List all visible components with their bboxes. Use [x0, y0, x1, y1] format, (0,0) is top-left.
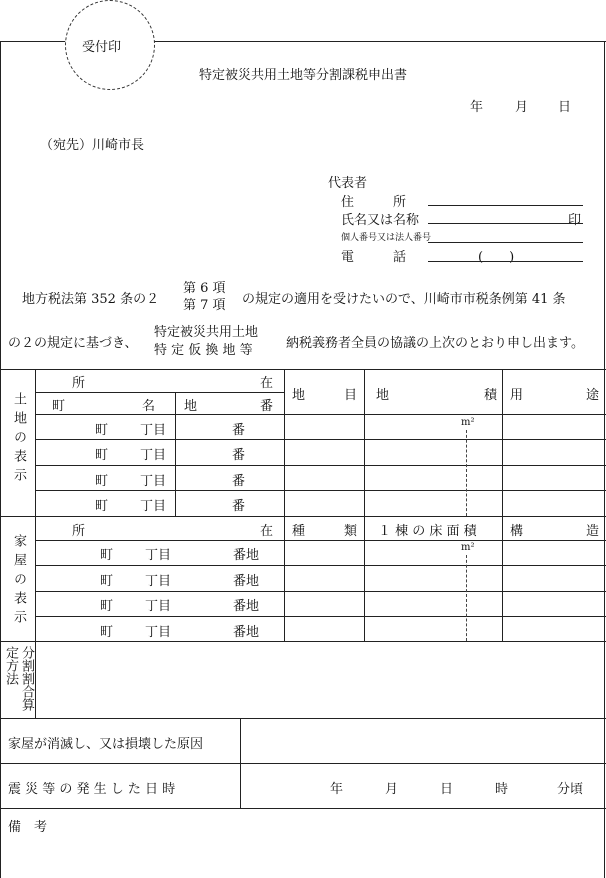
- seal-mark: 印: [568, 213, 582, 228]
- table-line: [35, 591, 606, 592]
- table-line: [35, 616, 606, 617]
- address-label: 住 所: [341, 195, 407, 210]
- house-section-label: 家屋の表示: [11, 534, 26, 629]
- banchi-suffix: 番地: [233, 548, 260, 563]
- chome-suffix: 丁目: [140, 448, 167, 463]
- table-line: [35, 490, 606, 491]
- table-line: [0, 516, 606, 517]
- header-location: 在: [260, 376, 274, 391]
- ban-suffix: 番: [232, 423, 246, 438]
- option-temporary-land[interactable]: 特 定 仮 換 地 等: [154, 343, 253, 358]
- header-lot: 番: [260, 399, 274, 414]
- header-area: 積: [484, 388, 498, 403]
- town-suffix: 町: [95, 423, 109, 438]
- disaster-day[interactable]: 日: [440, 782, 454, 797]
- ban-suffix: 番: [232, 499, 246, 514]
- ban-suffix: 番: [232, 448, 246, 463]
- option-paragraph-6[interactable]: 第 6 項: [183, 281, 226, 296]
- phone-field[interactable]: [428, 261, 583, 262]
- header-kind: 種: [292, 524, 306, 539]
- option-paragraph-7[interactable]: 第 7 項: [183, 298, 226, 313]
- header-structure: 造: [586, 524, 600, 539]
- header-location: 所: [72, 524, 86, 539]
- chome-suffix: 丁目: [145, 574, 172, 589]
- land-section-label: 土地の表示: [11, 392, 26, 487]
- frame-right: [604, 41, 605, 878]
- header-town: 町: [52, 399, 66, 414]
- header-location: 所: [72, 376, 86, 391]
- option-disaster-land[interactable]: 特定被災共用土地: [154, 325, 259, 340]
- header-floor-area: １ 棟 の 床 面 積: [378, 524, 477, 539]
- table-line: [502, 369, 503, 641]
- header-category: 地: [292, 388, 306, 403]
- area-unit: m²: [461, 417, 475, 428]
- town-suffix: 町: [100, 574, 114, 589]
- address-field[interactable]: [428, 205, 583, 206]
- statement-text: 納税義務者全員の協議の上次のとおり申し出ます。: [286, 336, 584, 351]
- banchi-suffix: 番地: [233, 625, 260, 640]
- date-year[interactable]: 年: [470, 100, 484, 115]
- header-town: 名: [142, 399, 156, 414]
- table-line: [35, 439, 606, 440]
- table-line: [35, 565, 606, 566]
- statement-text: 地方税法第 352 条の２: [22, 292, 160, 307]
- remarks-field[interactable]: [1, 835, 603, 877]
- disaster-minute[interactable]: 分頃: [557, 782, 584, 797]
- header-use: 用: [510, 388, 524, 403]
- header-category: 目: [344, 388, 358, 403]
- header-location: 在: [260, 524, 274, 539]
- table-line: [35, 540, 606, 541]
- table-line: [0, 808, 606, 809]
- ban-suffix: 番: [232, 474, 246, 489]
- town-suffix: 町: [95, 448, 109, 463]
- frame-left: [0, 41, 1, 878]
- table-line: [35, 465, 606, 466]
- decimal-guide: [466, 430, 467, 516]
- addressee: （宛先）川崎市長: [40, 138, 145, 153]
- header-use: 途: [586, 388, 600, 403]
- remarks-label: 備 考: [8, 820, 48, 835]
- header-kind: 類: [344, 524, 358, 539]
- chome-suffix: 丁目: [145, 599, 172, 614]
- phone-paren: ( ): [478, 250, 515, 265]
- cause-label: 家屋が消滅し、又は損壊した原因: [8, 737, 204, 752]
- phone-label: 電 話: [341, 250, 407, 265]
- area-unit: m²: [461, 542, 475, 553]
- form-title: 特定被災共用土地等分割課税申出書: [198, 68, 407, 83]
- town-suffix: 町: [100, 548, 114, 563]
- statement-text: の規定の適用を受けたいので、川崎市市税条例第 41 条: [242, 292, 566, 307]
- decimal-guide: [466, 555, 467, 641]
- table-line: [0, 369, 606, 370]
- disaster-month[interactable]: 月: [385, 782, 399, 797]
- disaster-year[interactable]: 年: [330, 782, 344, 797]
- representative-label: 代表者: [328, 176, 368, 191]
- chome-suffix: 丁目: [140, 423, 167, 438]
- disaster-date-label: 震 災 等 の 発 生 し た 日 時: [8, 782, 176, 797]
- chome-suffix: 丁目: [140, 474, 167, 489]
- town-suffix: 町: [95, 474, 109, 489]
- statement-text: の２の規定に基づき、: [8, 336, 138, 351]
- id-number-field[interactable]: [428, 242, 583, 243]
- table-line: [0, 763, 606, 764]
- banchi-suffix: 番地: [233, 599, 260, 614]
- cause-field[interactable]: [241, 719, 604, 762]
- date-day[interactable]: 日: [558, 100, 572, 115]
- reception-stamp-label: 受付印: [82, 40, 122, 55]
- table-line: [175, 392, 176, 516]
- name-label: 氏名又は名称: [341, 213, 420, 228]
- header-area: 地: [376, 388, 390, 403]
- header-lot: 地: [184, 399, 198, 414]
- chome-suffix: 丁目: [145, 625, 172, 640]
- town-suffix: 町: [100, 599, 114, 614]
- table-line: [284, 369, 285, 641]
- banchi-suffix: 番地: [233, 574, 260, 589]
- town-suffix: 町: [95, 499, 109, 514]
- name-field[interactable]: [428, 223, 583, 224]
- table-line: [35, 392, 284, 393]
- town-suffix: 町: [100, 625, 114, 640]
- chome-suffix: 丁目: [145, 548, 172, 563]
- table-line: [364, 369, 365, 641]
- disaster-hour[interactable]: 時: [495, 782, 509, 797]
- header-structure: 構: [510, 524, 524, 539]
- date-month[interactable]: 月: [515, 100, 529, 115]
- chome-suffix: 丁目: [140, 499, 167, 514]
- division-method-field[interactable]: [36, 642, 604, 717]
- table-line: [35, 414, 606, 415]
- id-number-label: 個人番号又は法人番号: [341, 233, 432, 243]
- division-method-label: 分割割合算定方法: [3, 646, 34, 711]
